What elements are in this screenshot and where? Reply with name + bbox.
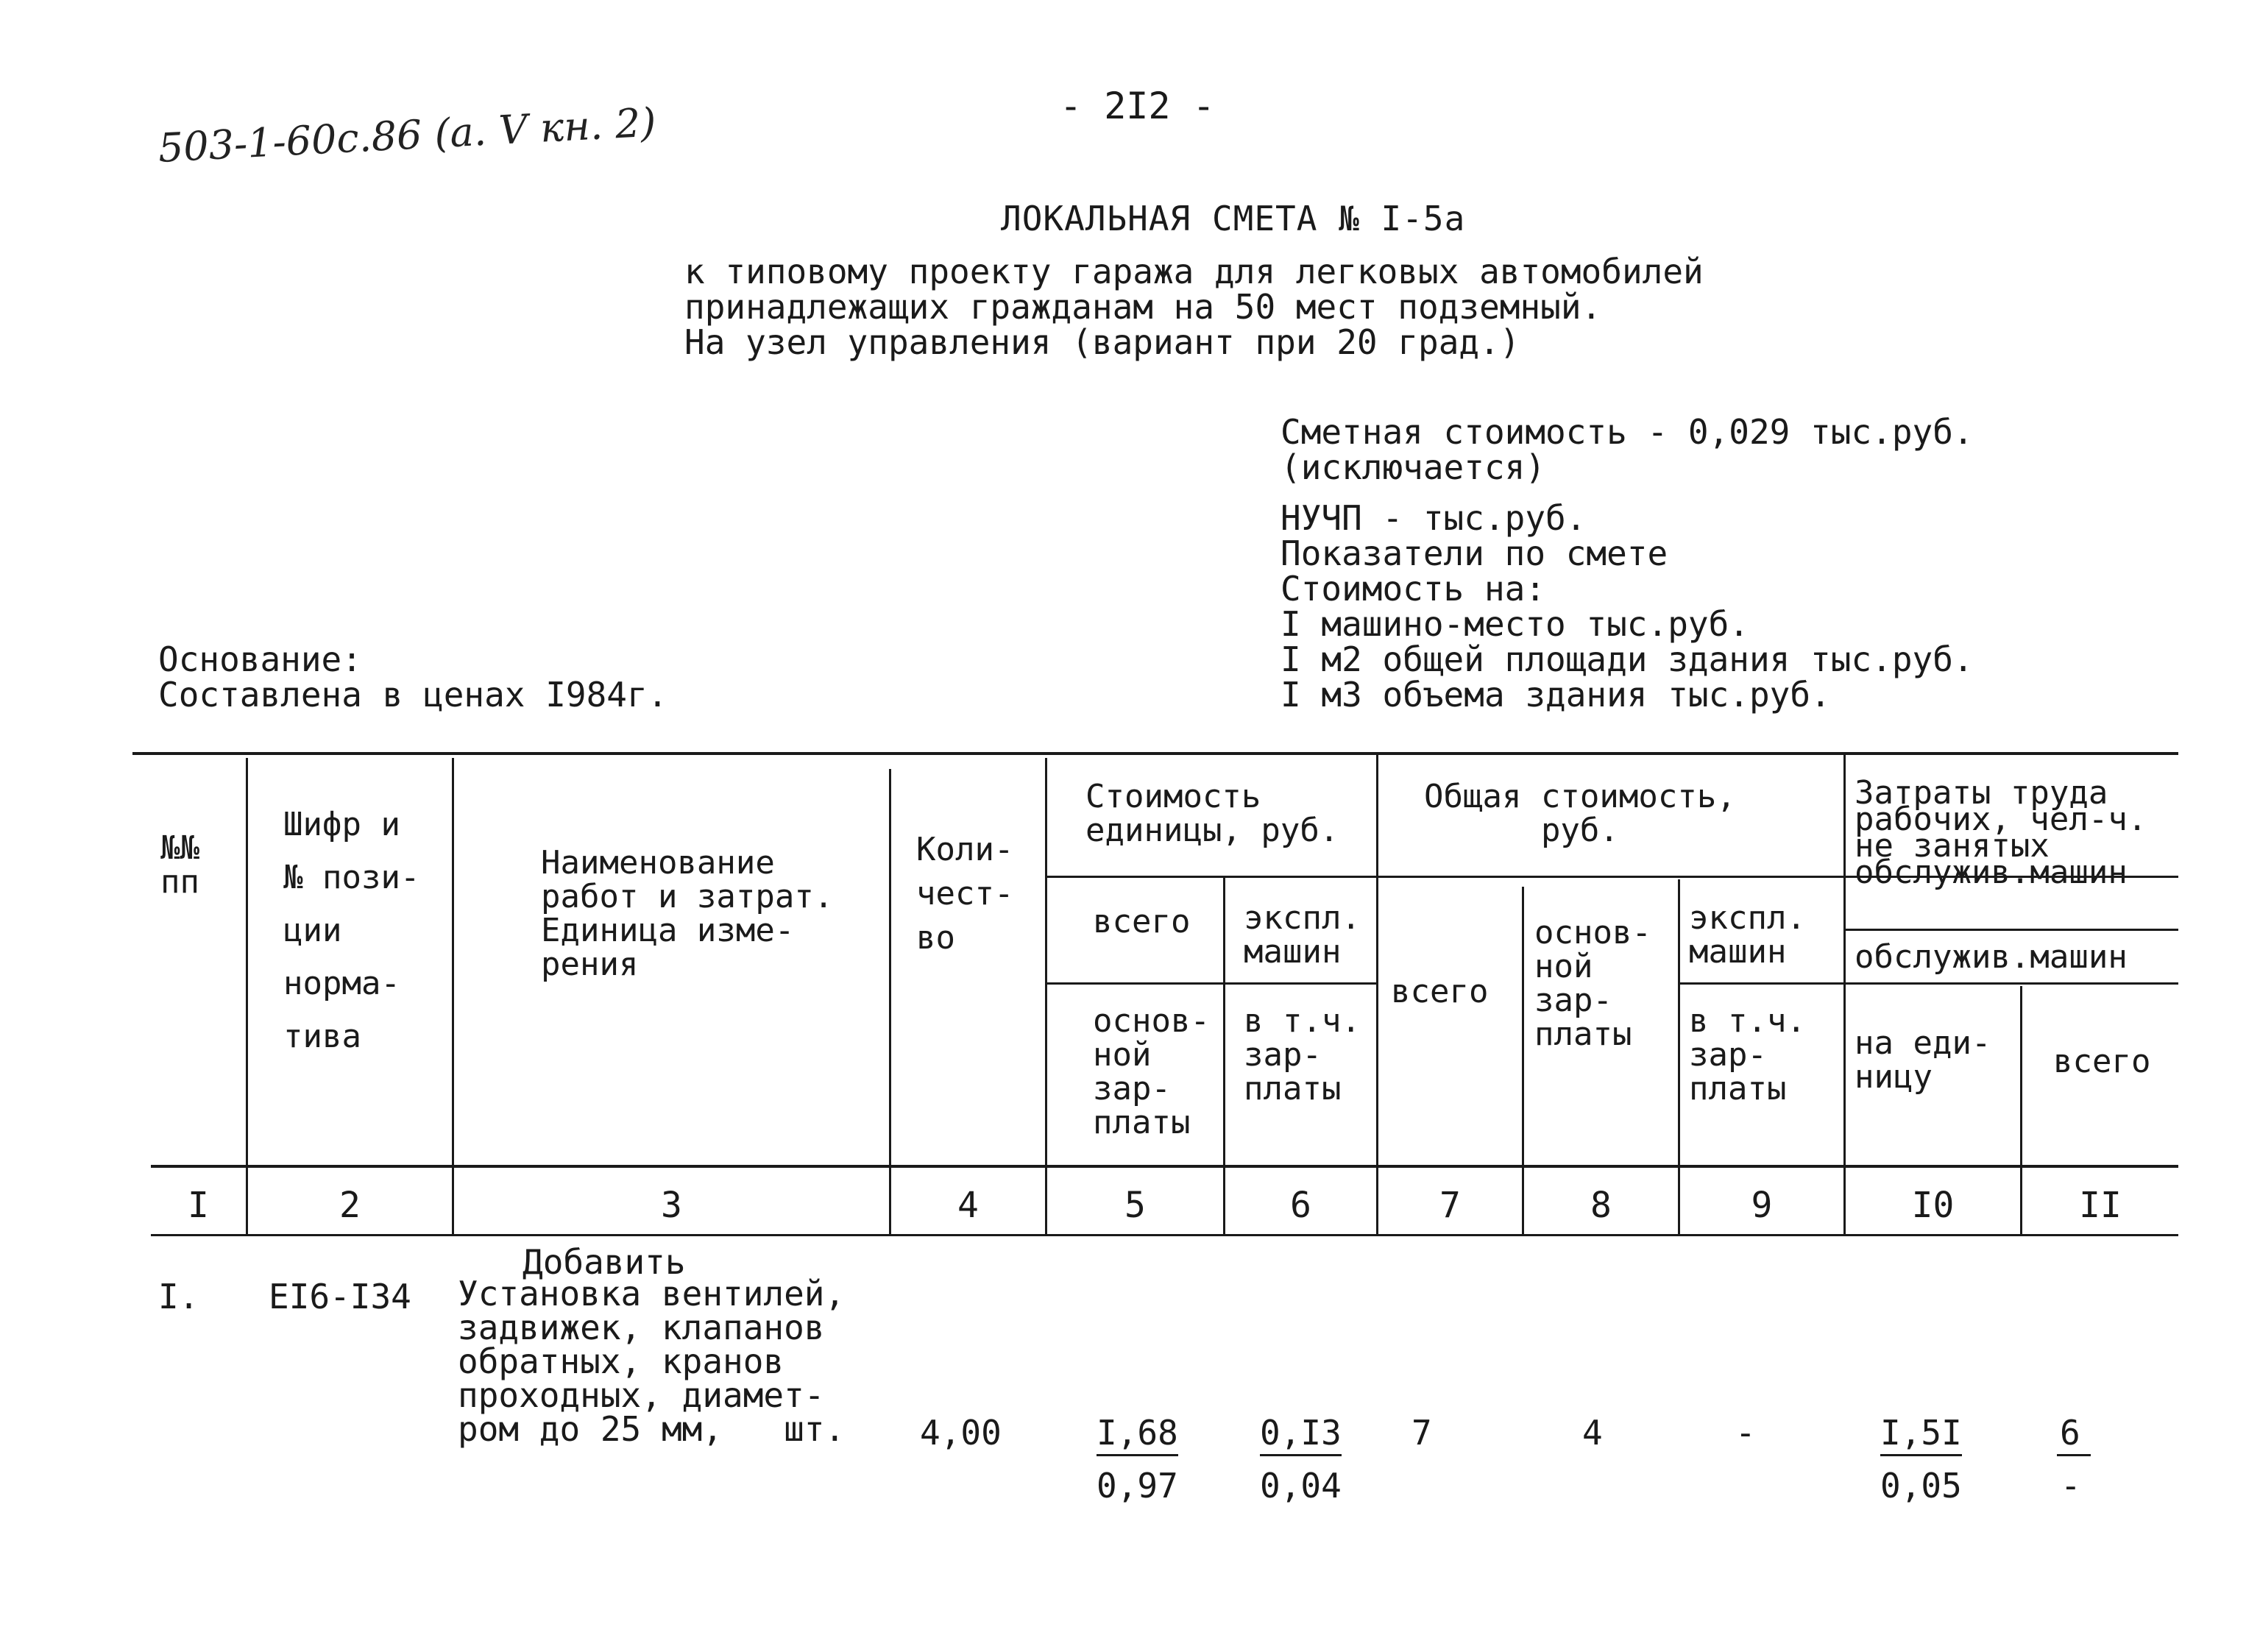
- cost-line-4: Показатели по смете: [1280, 533, 1668, 573]
- header-c8: основ- ной зар- платы: [1534, 914, 1651, 1053]
- row-labor-unit: I,5I: [1880, 1413, 1962, 1456]
- header-c11: всего: [2053, 1043, 2151, 1080]
- row-unit-wage: 0,97: [1097, 1466, 1178, 1506]
- estimate-title: ЛОКАЛЬНАЯ СМЕТА № I-5а: [1001, 199, 1466, 238]
- row-code: ЕI6-I34: [269, 1277, 411, 1316]
- rule-unit-cost-split: [1045, 982, 1376, 985]
- vline-7: [1522, 887, 1524, 1234]
- column-number: 7: [1439, 1185, 1461, 1226]
- cost-line-7: I м2 общей площади здания тыс.руб.: [1280, 639, 1974, 679]
- rule-column-numbers: [151, 1234, 2178, 1236]
- vline-9: [1843, 755, 1846, 1234]
- cost-line-8: I м3 объема здания тыс.руб.: [1280, 675, 1831, 715]
- header-labor: Затраты труда рабочих, чел-ч. не занятых обслужив.машин: [1855, 774, 2147, 891]
- column-number: 9: [1751, 1185, 1773, 1226]
- header-unit-cost: Стоимость единицы, руб.: [1085, 778, 1339, 849]
- column-number: 5: [1124, 1185, 1146, 1226]
- rule-labor-sub: [1843, 929, 2178, 931]
- vline-6: [1376, 755, 1378, 1234]
- column-number: I: [188, 1185, 209, 1226]
- subtitle-line-2: принадлежащих гражданам на 50 мест подземный.: [684, 287, 1602, 327]
- header-c5-top: всего: [1093, 903, 1191, 940]
- basis-label: Основание:: [158, 639, 362, 679]
- row-labor-total: 6: [2057, 1413, 2091, 1456]
- vline-3: [889, 769, 891, 1234]
- row-labor-total-sub: -: [2061, 1466, 2081, 1506]
- cost-line-1: Сметная стоимость - 0,029 тыс.руб.: [1280, 412, 1974, 452]
- vline-8: [1678, 879, 1680, 1234]
- header-c6-top: экспл. машин: [1244, 899, 1361, 971]
- header-c6-bottom: в т.ч. зар- платы: [1244, 1002, 1361, 1107]
- header-c9-bottom: в т.ч. зар- платы: [1689, 1002, 1806, 1107]
- column-number: II: [2079, 1185, 2122, 1226]
- basis-text: Составлена в ценах I984г.: [158, 675, 668, 715]
- vline-4: [1045, 758, 1047, 1234]
- header-c9-top: экспл. машин: [1689, 899, 1806, 971]
- row-labor-unit-sub: 0,05: [1880, 1466, 1962, 1506]
- header-c7: всего: [1391, 973, 1489, 1010]
- row-work-name: Установка вентилей, задвижек, клапанов обратных, кранов проходных, диамет- ром до 25 мм, шт.: [458, 1274, 846, 1449]
- column-number: 6: [1290, 1185, 1311, 1226]
- column-number: 2: [339, 1185, 361, 1226]
- header-total-cost: Общая стоимость, руб.: [1424, 778, 1736, 849]
- column-number: 4: [957, 1185, 979, 1226]
- rule-labor-split: [1843, 982, 2178, 985]
- rule-total-mach-split: [1678, 982, 1843, 985]
- document-code: 503-1-60с.86 (а. V кн. 2): [157, 99, 657, 171]
- header-c5-bottom: основ- ной зар- платы: [1093, 1002, 1210, 1141]
- vline-2: [452, 758, 454, 1234]
- header-col-code: Шифр и № пози- ции норма- тива: [283, 806, 420, 1055]
- column-number: I0: [1911, 1185, 1955, 1226]
- subtitle-line-3: На узел управления (вариант при 20 град.): [684, 322, 1520, 362]
- column-number: 3: [661, 1185, 682, 1226]
- rule-header-bottom: [151, 1165, 2178, 1168]
- row-total-all: 7: [1411, 1413, 1432, 1453]
- cost-line-2: (исключается): [1280, 447, 1546, 487]
- row-unit-machines: 0,I3: [1260, 1413, 1342, 1456]
- row-unit-machines-wage: 0,04: [1260, 1466, 1342, 1506]
- page-number: - 2I2 -: [1060, 85, 1215, 127]
- row-total-wage: 4: [1582, 1413, 1603, 1453]
- subtitle-line-1: к типовому проекту гаража для легковых автомобилей: [684, 252, 1704, 291]
- row-unit-total: I,68: [1097, 1413, 1178, 1456]
- header-col-no: №№ пп: [160, 829, 199, 901]
- cost-line-6: I машино-место тыс.руб.: [1280, 604, 1749, 644]
- header-labor-sub: обслужив.машин: [1855, 938, 2128, 976]
- row-quantity: 4,00: [920, 1413, 1002, 1453]
- row-number: I.: [158, 1277, 199, 1316]
- header-c10: на еди- ницу: [1855, 1024, 1991, 1096]
- table-top-rule: [132, 752, 2178, 755]
- row-total-machines: -: [1735, 1413, 1756, 1453]
- cost-line-3: НУЧП - тыс.руб.: [1280, 498, 1587, 538]
- vline-5: [1223, 876, 1225, 1234]
- column-number: 8: [1590, 1185, 1612, 1226]
- cost-line-5: Стоимость на:: [1280, 569, 1546, 609]
- header-col-qty: Коли- чест- во: [916, 831, 1014, 957]
- header-col-name: Наименование работ и затрат. Единица изме- рения: [541, 844, 834, 983]
- row-pre-label: Добавить: [523, 1242, 686, 1282]
- vline-1: [246, 758, 248, 1234]
